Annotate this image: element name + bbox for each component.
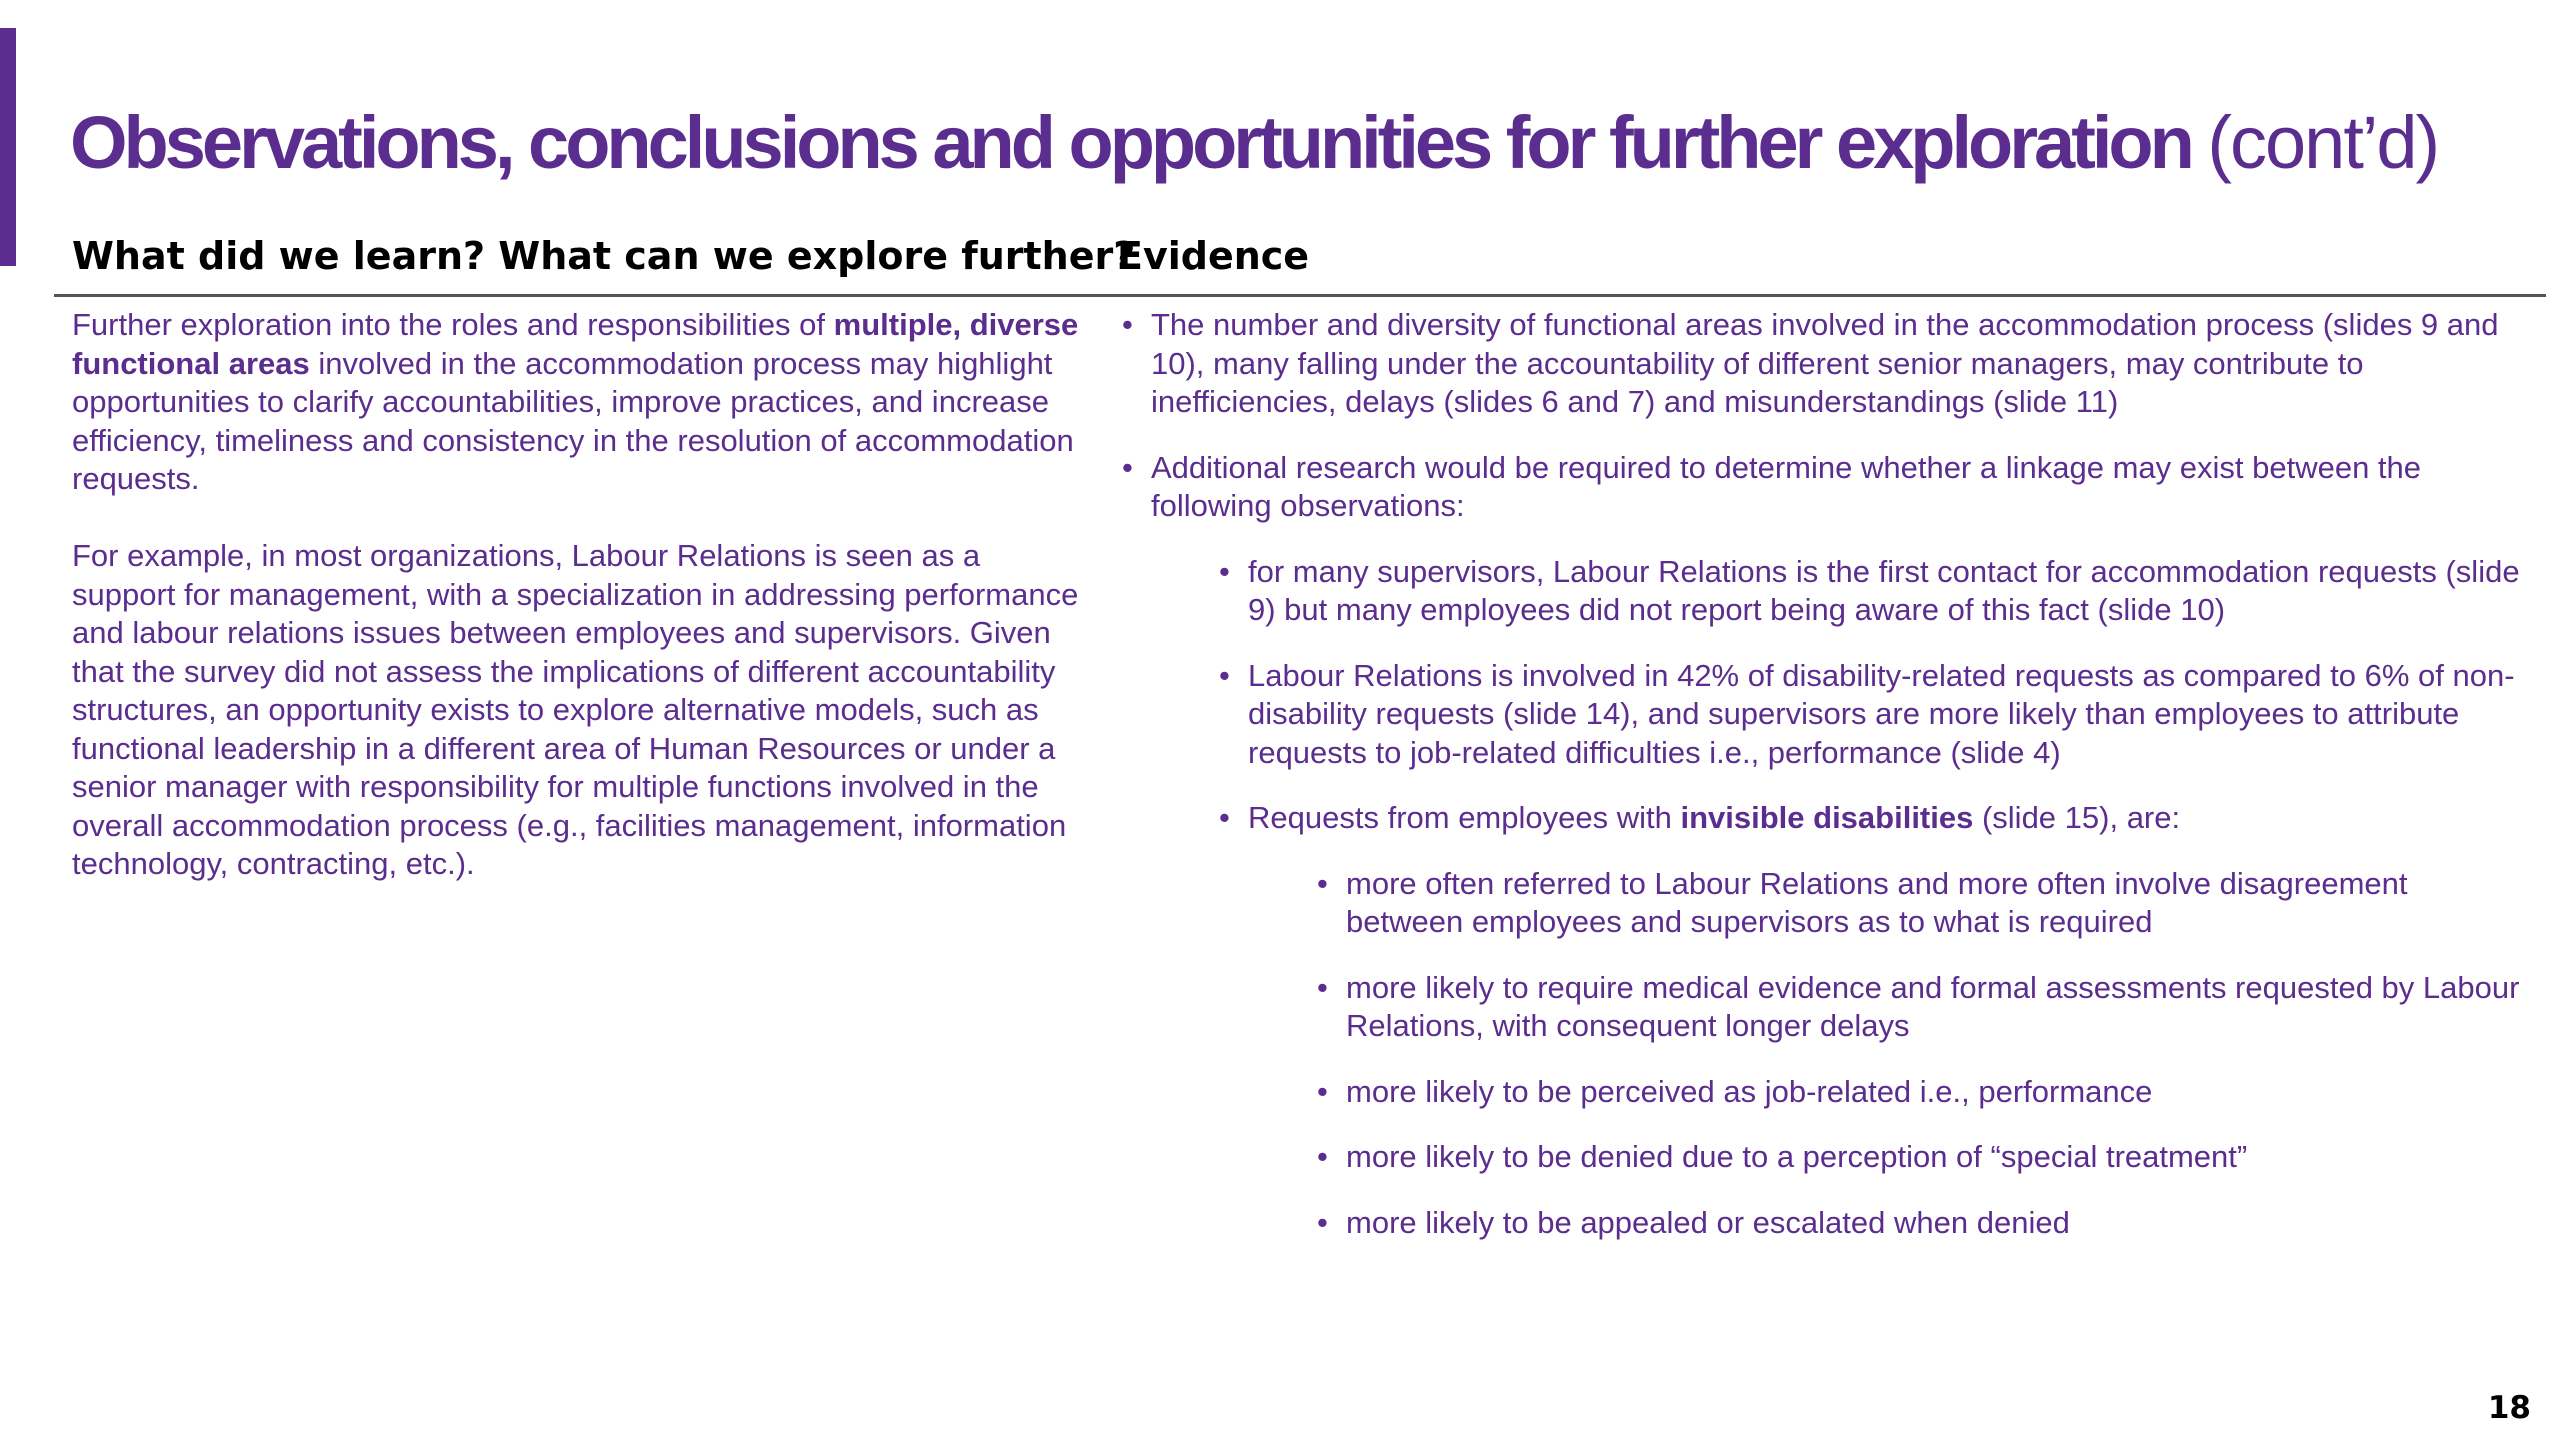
bullet-text: more likely to be denied due to a perception of “special treatment” — [1346, 1139, 2248, 1174]
invisible-disability-item-4 — [1317, 1138, 2522, 1177]
title-suffix: (cont’d) — [2207, 101, 2439, 184]
p1-text-start: Further exploration into the roles and responsibilities of — [72, 307, 834, 342]
bullet-marker: • — [1317, 969, 1328, 1005]
bullet-text: more often referred to Labour Relations and more often involve disagreement between employees and supervisors as to what is required — [1346, 865, 2408, 939]
bullet-marker: • — [1317, 1204, 1328, 1240]
invisible-disability-item-1 — [1317, 865, 2522, 942]
p1-text-end: involved in the accommodation process may highlight opportunities to clarify accountabilities, improve practices, and increase efficiency, timeliness and consistency in the resolution of accommodation requests. — [72, 345, 1074, 496]
bullet-marker: • — [1317, 1073, 1328, 1109]
title-main: Observations, conclusions and opportunities for further exploration — [70, 101, 2191, 184]
evidence-list — [1122, 306, 2522, 1269]
evidence-subbullet-2 — [1219, 657, 2522, 773]
left-paragraph-1 — [72, 306, 1082, 499]
invisible-disability-item-5 — [1317, 1204, 2522, 1243]
evidence-bullet-2 — [1122, 449, 2522, 526]
invisible-disability-item-2 — [1317, 969, 2522, 1046]
bullet-marker: • — [1219, 800, 1230, 835]
invisible-disability-item-3 — [1317, 1073, 2522, 1112]
bullet-marker: • — [1219, 657, 1230, 693]
bullet-text-start: Requests from employees with — [1248, 800, 1681, 835]
bullet-marker: • — [1219, 553, 1230, 589]
bullet-text: more likely to be perceived as job-related i.e., performance — [1346, 1073, 2153, 1109]
evidence-column-header: Evidence — [1117, 234, 1310, 278]
bullet-bold-text: invisible disabilities — [1680, 800, 1974, 835]
left-column-body — [72, 306, 1082, 922]
bullet-text: Additional research would be required to determine whether a linkage may exist between the following observations: — [1151, 449, 2422, 523]
accent-bar — [0, 28, 16, 266]
bullet-text: more likely to require medical evidence and formal assessments requested by Labour Relations, with consequent longer delays — [1346, 969, 2520, 1043]
bullet-text: The number and diversity of functional areas involved in the accommodation process (slides 9 and 10), many falling under the accountability of different senior managers, may contribute to inefficiencies, delays (slides 6 and 7) and misunderstandings (slide 11) — [1151, 307, 2499, 419]
bullet-marker: • — [1317, 865, 1328, 901]
evidence-bullet-1 — [1122, 306, 2522, 422]
left-paragraph-2: For example, in most organizations, Labour Relations is seen as a support for management, with a specialization in addressing performance and labour relations issues between employees and supervisors. Given that the survey did not assess the implications of different accountability structures, an opportunity exists to explore alternative models, such as functional leadership in a different area of Human Resources or under a senior manager with responsibility for multiple functions involved in the overall accommodation process (e.g., facilities management, information technology, contracting, etc.). — [72, 538, 1079, 881]
header-divider — [54, 294, 2546, 297]
page-number: 18 — [2487, 1390, 2531, 1426]
bullet-marker: • — [1122, 449, 1133, 485]
bullet-marker: • — [1122, 307, 1133, 342]
bullet-text: Labour Relations is involved in 42% of disability-related requests as compared to 6% of non-disability requests (slide 14), and supervisors are more likely than employees to attribute requests to job-related difficulties i.e., performance (slide 4) — [1248, 657, 2515, 770]
p1-bold-text: multiple, diverse functional areas — [72, 307, 1079, 381]
evidence-subbullet-1 — [1219, 553, 2522, 630]
bullet-text: more likely to be appealed or escalated when denied — [1346, 1204, 2070, 1240]
bullet-text-end: (slide 15), are: — [1973, 800, 2181, 835]
bullet-text: for many supervisors, Labour Relations is the first contact for accommodation requests (slide 9) but many employees did not report being aware of this fact (slide 10) — [1248, 553, 2520, 627]
bullet-marker: • — [1317, 1139, 1328, 1174]
slide-title — [70, 101, 2439, 184]
evidence-subbullet-3 — [1219, 799, 2522, 838]
left-column-header: What did we learn? What can we explore further? — [72, 234, 1136, 278]
